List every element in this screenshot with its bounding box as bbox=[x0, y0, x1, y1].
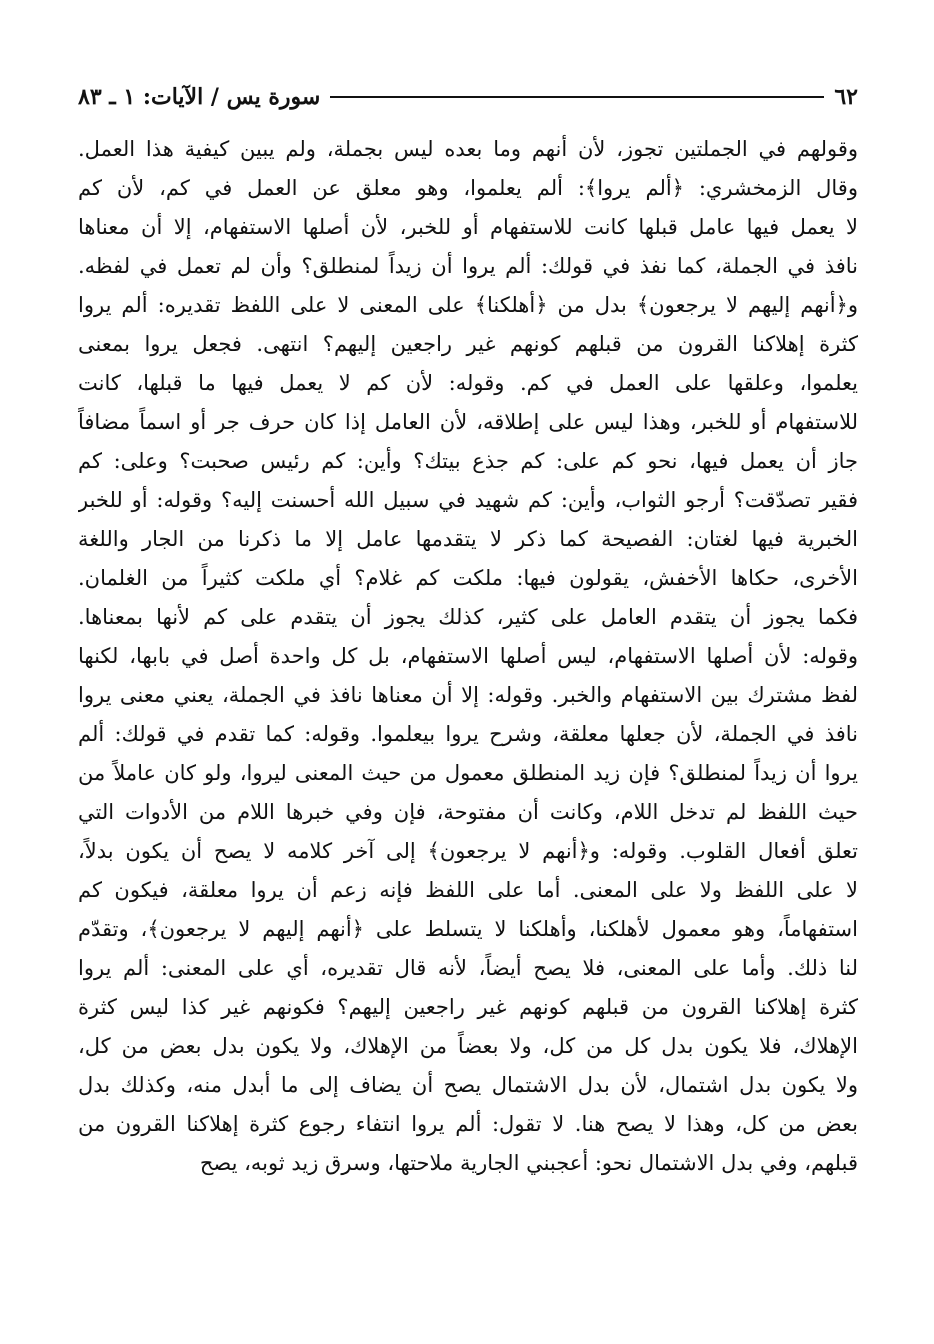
running-title: سورة يس / الآيات: ١ ـ ٨٣ bbox=[78, 84, 321, 110]
text-line: بعض من كل، وهذا لا يصح هنا. لا تقول: ألم يروا انتفاء رجوع كثرة إهلاكنا القرون من bbox=[78, 1112, 858, 1136]
text-line: و﴿أنهم إليهم لا يرجعون﴾ بدل من ﴿أهلكنا﴾ على المعنى لا على اللفظ تقديره: ألم يروا bbox=[78, 293, 858, 317]
text-line: جاز أن يعمل فيها، نحو كم على: كم جذع بيتك؟ وأين: كم رئيس صحبت؟ وعلى: كم bbox=[78, 449, 858, 473]
text-line: يروا أن زيداً لمنطلق؟ فإن زيد المنطلق معمول من حيث المعنى ليروا، ولو كان عاملاً من bbox=[78, 761, 858, 785]
text-line: الخبرية فيها لغتان: الفصيحة كما ذكر لا يتقدمها عامل إلا ما ذكرنا من الجار واللغة bbox=[78, 527, 858, 551]
text-line: وقولهم في الجملتين تجوز، لأن أنهم وما بعده ليس بجملة، ولم يبين كيفية هذا العمل. bbox=[78, 137, 858, 161]
text-line: كثرة إهلاكنا القرون من قبلهم كونهم غير راجعين إليهم؟ فكونهم غير كذا ليس كثرة bbox=[78, 995, 858, 1019]
page-number: ٦٢ bbox=[834, 84, 858, 110]
text-line: لفظ مشترك بين الاستفهام والخبر. وقوله: إلا أن معناها نافذ في الجملة، يعني معنى يروا bbox=[78, 683, 858, 707]
running-header bbox=[78, 80, 858, 114]
text-line: لنا ذلك. وأما على المعنى، فلا يصح أيضاً، لأنه قال تقديره، أي على المعنى: ألم يروا bbox=[78, 956, 858, 980]
text-line: قبلهم، وفي بدل الاشتمال نحو: أعجبني الجارية ملاحتها، وسرق زيد ثوبه، يصح bbox=[199, 1151, 858, 1175]
text-line: الأخرى، حكاها الأخفش، يقولون فيها: ملكت كم غلام؟ أي ملكت كثيراً من الغلمان. bbox=[78, 566, 858, 590]
text-line: الإهلاك، فلا يكون بدل كل من كل، ولا بعضاً من الإهلاك، ولا يكون بدل بعض من كل، bbox=[78, 1034, 858, 1058]
text-line: استفهاماً، وهو معمول لأهلكنا، وأهلكنا لا يتسلط على ﴿أنهم إليهم لا يرجعون﴾، وتقدّم bbox=[78, 917, 858, 941]
text-line: حيث اللفظ لم تدخل اللام، وكانت أن مفتوحة، فإن وفي خبرها اللام من الأدوات التي bbox=[78, 800, 858, 824]
text-line: لا يعمل فيها عامل قبلها كانت للاستفهام أو للخبر، لأن أصلها الاستفهام، إلا أن معناها bbox=[78, 215, 858, 239]
text-line: يعلموا، وعلقها على العمل في كم. وقوله: لأن كم لا يعمل فيها ما قبلها، كانت bbox=[78, 371, 858, 395]
text-line: تعلق أفعال القلوب. وقوله: و﴿أنهم لا يرجعون﴾ إلى آخر كلامه لا يصح أن يكون بدلاً، bbox=[78, 839, 858, 863]
text-line: لا على اللفظ ولا على المعنى. أما على اللفظ فإنه زعم أن يروا معلقة، فيكون كم bbox=[78, 878, 858, 902]
text-line: فكما يجوز أن يتقدم العامل على كثير، كذلك يجوز أن يتقدم على كم لأنها بمعناها. bbox=[78, 605, 858, 629]
text-line: ولا يكون بدل اشتمال، لأن بدل الاشتمال يصح أن يضاف إلى ما أبدل منه، وكذلك بدل bbox=[78, 1073, 858, 1097]
text-line: كثرة إهلاكنا القرون من قبلهم كونهم غير راجعين إليهم؟ انتهى. فجعل يروا بمعنى bbox=[78, 332, 858, 356]
header-rule bbox=[330, 96, 824, 98]
text-line: نافذ في الجملة، لأن جعلها معلقة، وشرح يروا بيعلموا. وقوله: كما تقدم في قولك: ألم bbox=[78, 722, 858, 746]
text-line: وقوله: لأن أصلها الاستفهام، ليس أصلها الاستفهام، بل كل واحدة أصل في بابها، لكنها bbox=[78, 644, 858, 668]
text-line: للاستفهام أو للخبر، وهذا ليس على إطلاقه، لأن العامل إذا كان حرف جر أو اسماً مضافاً bbox=[78, 410, 858, 434]
text-line: فقير تصدّقت؟ أرجو الثواب، وأين: كم شهيد في سبيل الله أحسنت إليه؟ وقوله: أو للخبر bbox=[78, 488, 858, 512]
text-line: وقال الزمخشري: ﴿ألم يروا﴾: ألم يعلموا، وهو معلق عن العمل في كم، لأن كم bbox=[78, 176, 858, 200]
text-line: نافذ في الجملة، كما نفذ في قولك: ألم يروا أن زيداً لمنطلق؟ وأن لم تعمل في لفظه. bbox=[78, 254, 858, 278]
page-body bbox=[78, 130, 858, 1183]
